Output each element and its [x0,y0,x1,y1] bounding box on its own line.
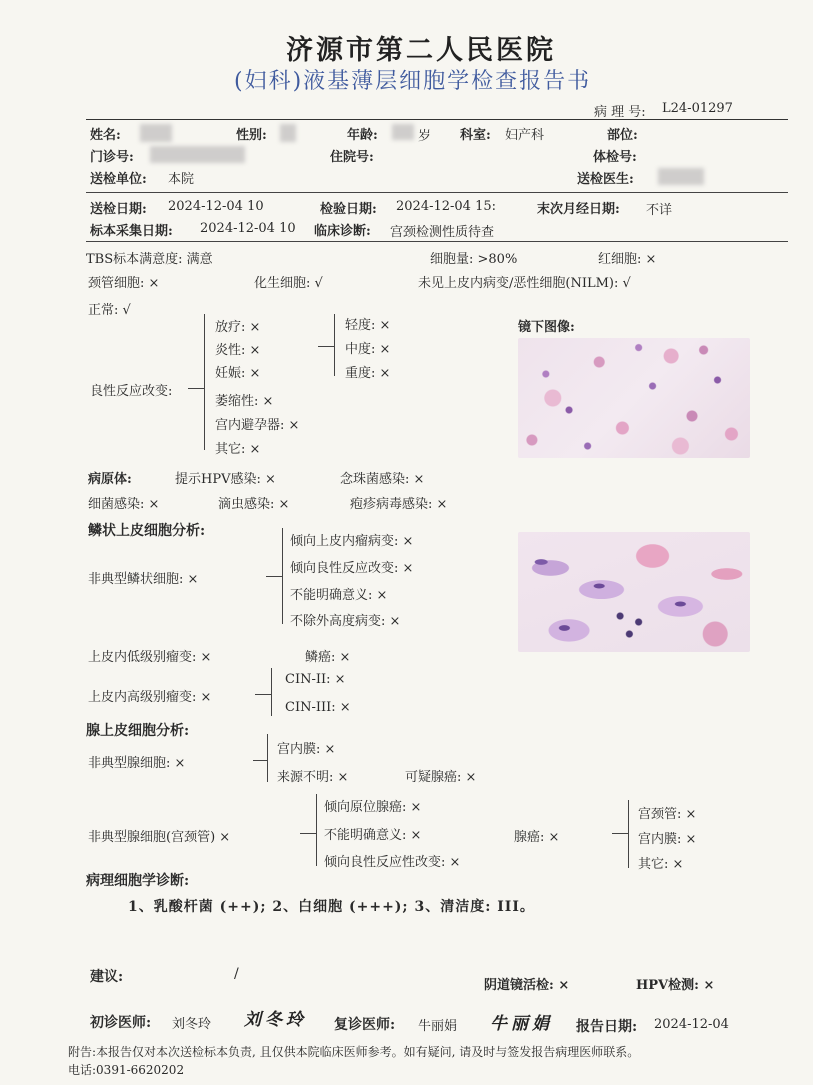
squamous-hsil: 上皮内高级别瘤变: × [88,690,212,705]
cin3: CIN-III: × [285,700,351,715]
grade-severe: 重度: × [345,366,391,381]
clinic-no-label: 门诊号: [90,150,134,165]
clinical-label: 临床诊断: [314,224,371,239]
squamous-title: 鳞状上皮细胞分析: [88,523,206,539]
exam-date-label: 检验日期: [320,202,377,217]
benign-label: 良性反应改变: [90,384,173,399]
rbc: 红细胞: × [598,252,657,267]
grade-bracket [334,314,335,376]
normal: 正常: √ [88,303,131,318]
benign-iud: 宫内避孕器: × [215,418,300,433]
age-unit: 岁 [418,129,432,144]
collect-date-label: 标本采集日期: [90,224,173,239]
squamous-bracket [282,528,283,624]
adeno-bracket [628,800,629,868]
header-divider [86,119,788,120]
glandular-stub [253,760,267,761]
clinical-value: 宫颈检测性质待查 [390,225,495,240]
pathogen-trichomonas: 滴虫感染: × [218,497,290,512]
cervical-cells: 颈管细胞: × [88,276,160,291]
footer-phone: 电话:0391-6620202 [68,1063,185,1077]
lmp-value: 不详 [646,203,673,218]
squamous-stub [266,576,282,577]
pathogen-herpes: 疱疹病毒感染: × [350,497,448,512]
glandular-g3: 倾向良性反应性改变: × [324,855,461,870]
benign-pregnancy: 妊娠: × [215,366,261,381]
unit-label: 送检单位: [90,172,147,187]
adenocarcinoma: 腺癌: × [514,830,560,845]
squamous-opt3: 不能明确意义: × [290,588,388,603]
grade-moderate: 中度: × [345,342,391,357]
exam-no-label: 体检号: [593,150,637,165]
gender-label: 性别: [236,128,267,143]
benign-bracket [204,314,205,450]
glandular-atypical: 非典型腺细胞: × [88,756,186,771]
advice-value: / [234,966,239,982]
glandular-atypical-cervical: 非典型腺细胞(宫颈管) × [88,830,231,845]
microscopy-image-low [518,338,750,458]
redacted-doctor [658,168,704,185]
metaplastic: 化生细胞: √ [254,276,323,291]
glandular-g1: 倾向原位腺癌: × [324,800,422,815]
glandular-unknown: 来源不明: × [277,770,349,785]
dept-label: 科室: [460,128,491,143]
inpatient-no-label: 住院号: [330,150,374,165]
glandular-g2: 不能明确意义: × [324,828,422,843]
squamous-opt1: 倾向上皮内瘤病变: × [290,534,414,549]
dates-divider [86,241,788,242]
adeno-cervical: 宫颈管: × [638,807,697,822]
tbs-satisfaction: TBS标本满意度: 满意 [86,252,213,267]
redacted-age [392,124,414,140]
first-doctor: 刘冬玲 [172,1017,212,1032]
report-title: (妇科)液基薄层细胞学检查报告书 [234,69,592,94]
lmp-label: 末次月经日期: [537,202,620,217]
squamous-atypical: 非典型鳞状细胞: × [88,572,199,587]
squamous-opt4: 不除外高度病变: × [290,614,401,629]
dept-value: 妇产科 [505,128,545,143]
microscopy-label: 镜下图像: [518,320,575,335]
send-date: 2024-12-04 10 [168,199,264,214]
report-date: 2024-12-04 [654,1017,729,1032]
pathogen-candida: 念珠菌感染: × [340,472,425,487]
colposcopy: 阴道镜活检: × [484,978,570,993]
pathogen-bacterial: 细菌感染: × [88,497,160,512]
second-doctor-signature: 牛丽娟 [490,1014,553,1034]
first-doctor-label: 初诊医师: [90,1015,152,1031]
redacted-clinic-no [150,146,245,163]
age-label: 年龄: [347,128,378,143]
diagnosis-text: 1、乳酸杆菌 (++); 2、白细胞 (+++); 3、清洁度: III。 [128,899,535,915]
pathogen-label: 病原体: [88,472,132,487]
unit-value: 本院 [168,172,195,187]
patient-divider [86,192,788,193]
hospital-name: 济源市第二人民医院 [286,35,556,66]
advice-label: 建议: [90,969,124,985]
redacted-name [140,124,172,142]
squamous-lsil: 上皮内低级别瘤变: × [88,650,212,665]
pathogen-hpv: 提示HPV感染: × [175,472,276,487]
glandular-suspect: 可疑腺癌: × [405,770,477,785]
second-doctor: 牛丽娟 [418,1019,458,1034]
adeno-endometrium: 宫内膜: × [638,832,697,847]
cervical-stub [300,833,316,834]
benign-atrophy: 萎缩性: × [215,394,274,409]
report-date-label: 报告日期: [576,1019,638,1035]
redacted-gender [280,124,296,142]
cervical-bracket [316,794,317,866]
glandular-endometrium: 宫内膜: × [277,742,336,757]
glandular-title: 腺上皮细胞分析: [86,723,190,739]
benign-stub [188,388,204,389]
send-date-label: 送检日期: [90,202,147,217]
exam-date: 2024-12-04 15: [396,199,497,214]
hpv-test: HPV检测: × [636,978,715,993]
pathology-no: L24-01297 [662,101,733,116]
squamous-opt2: 倾向良性反应改变: × [290,561,414,576]
hsil-bracket [271,668,272,716]
grade-mild: 轻度: × [345,318,391,333]
second-doctor-label: 复诊医师: [334,1017,396,1033]
adeno-stub [612,833,628,834]
nilm: 未见上皮内病变/恶性细胞(NILM): √ [418,276,631,291]
diagnosis-title: 病理细胞学诊断: [86,873,190,889]
site-label: 部位: [607,128,638,143]
adeno-other: 其它: × [638,857,684,872]
microscopy-image-high [518,532,750,652]
benign-inflammatory: 炎性: × [215,343,261,358]
pathology-no-label: 病 理 号: [594,105,646,120]
benign-other: 其它: × [215,442,261,457]
glandular-bracket [267,734,268,782]
name-label: 姓名: [90,128,121,143]
hsil-stub [255,694,271,695]
collect-date: 2024-12-04 10 [200,221,296,236]
doctor-label: 送检医生: [577,172,634,187]
first-doctor-signature: 刘冬玲 [244,1010,307,1030]
benign-radiotherapy: 放疗: × [215,320,261,335]
cell-amount: 细胞量: >80% [430,252,518,267]
squamous-scc: 鳞癌: × [305,650,351,665]
grade-stub [318,346,334,347]
footer-note: 附告:本报告仅对本次送检标本负责, 且仅供本院临床医师参考。如有疑问, 请及时与签发报告病理医师联系。 [68,1045,640,1059]
cin2: CIN-II: × [285,672,346,687]
